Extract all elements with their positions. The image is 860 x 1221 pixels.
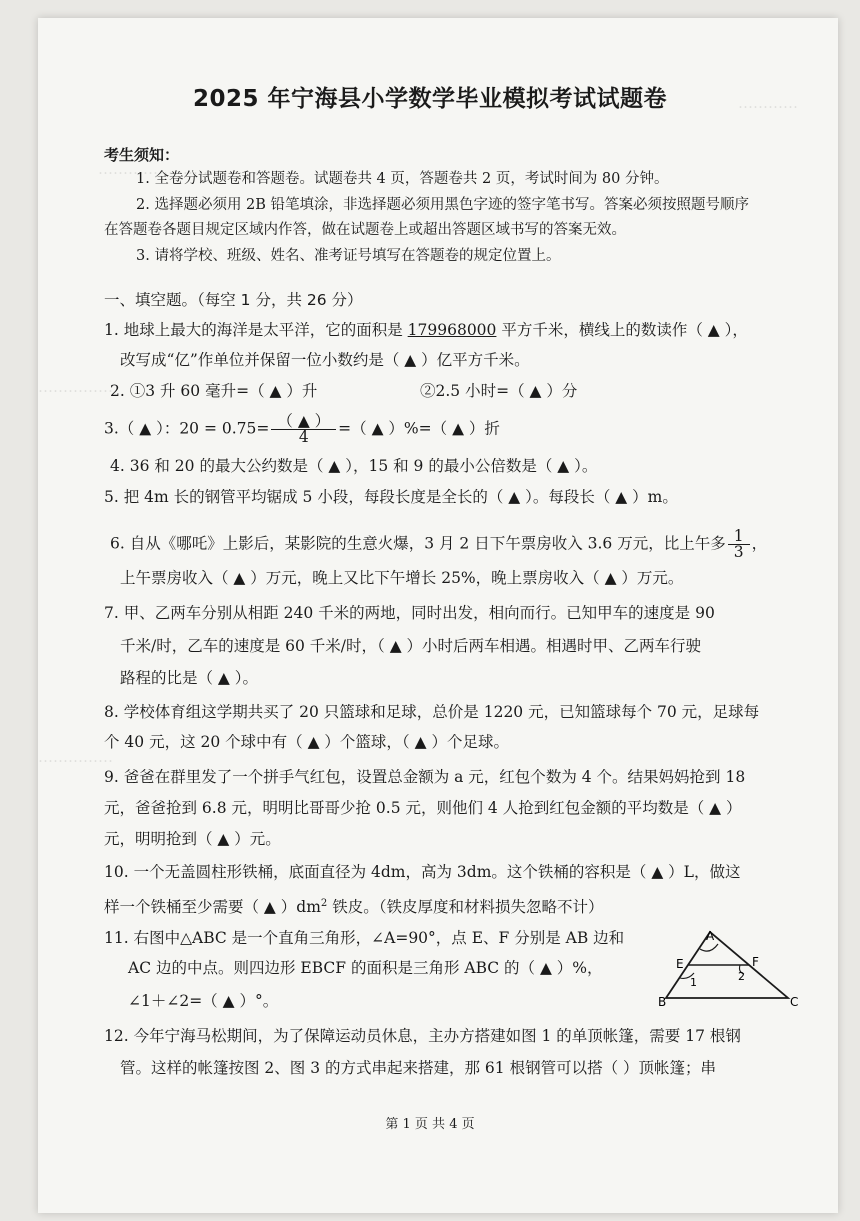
label-E: E	[676, 957, 684, 971]
question-6	[110, 529, 767, 560]
label-C: C	[790, 995, 799, 1009]
q6-frac-num: 1	[728, 529, 750, 545]
notice-item-1: 1. 全卷分试题卷和答题卷。试题卷共 4 页，答题卷共 2 页，考试时间为 80 分钟。	[136, 171, 669, 187]
question-1	[104, 320, 748, 340]
question-7-line1: 7. 甲、乙两车分别从相距 240 千米的两地，同时出发，相向而行。已知甲车的速度是 90	[104, 604, 715, 622]
triangle-figure	[652, 922, 802, 1010]
q10-text-a: 样一个铁桶至少需要（ ▲ ）dm	[104, 898, 321, 917]
notice-item-2-cont: 在答题卷各题目规定区域内作答，做在试题卷上或超出答题区域书写的答案无效。	[104, 222, 626, 238]
question-4: 4. 36 和 20 的最大公约数是（ ▲ ），15 和 9 的最小公倍数是（ ▲ ）。	[110, 457, 598, 475]
bleed-through-text: …………	[738, 94, 798, 112]
q3-frac-den: 4	[298, 428, 309, 446]
label-B: B	[658, 995, 667, 1009]
q3-text-a: 3.（ ▲ ）：20 = 0.75=	[104, 419, 270, 438]
page-footer: 第 1 页 共 4 页	[385, 1117, 475, 1132]
q10-superscript: 2	[320, 898, 328, 909]
question-9-line2: 元，爸爸抢到 6.8 元，明明比哥哥少抢 0.5 元，则他们 4 人抢到红包金额的平均数是（ ▲ ）	[104, 799, 742, 817]
q6-fraction	[728, 529, 750, 560]
q1-text-b: 平方千米，横线上的数读作（ ▲ ），	[496, 321, 748, 339]
q3-fraction	[271, 414, 336, 445]
q6-frac-den: 3	[733, 543, 744, 561]
question-8-line1: 8. 学校体育组这学期共买了 20 只篮球和足球，总价是 1220 元，已知篮球每个 70 元，足球每	[104, 703, 760, 721]
notice-heading: 考生须知：	[104, 146, 180, 164]
angle-1-label: 1	[690, 976, 697, 989]
label-F: F	[752, 955, 759, 969]
label-A: A	[706, 929, 715, 943]
angle-2-label: 2	[738, 970, 745, 983]
question-11-line2: AC 边的中点。则四边形 EBCF 的面积是三角形 ABC 的（ ▲ ）%，	[128, 959, 603, 977]
question-1-line2: 改写成“亿”作单位并保留一位小数约是（ ▲ ）亿平方千米。	[120, 351, 530, 369]
question-2b: ②2.5 小时=（ ▲ ）分	[420, 382, 578, 400]
question-12-line1: 12. 今年宁海马松期间，为了保障运动员休息，主办方搭建如图 1 的单顶帐篷，需要 17 根钢	[104, 1027, 741, 1045]
question-7-line2: 千米/时，乙车的速度是 60 千米/时，（ ▲ ）小时后两车相遇。相遇时甲、乙两车行驶	[120, 637, 702, 655]
question-10-line1: 10. 一个无盖圆柱形铁桶，底面直径为 4dm，高为 3dm。这个铁桶的容积是（ ▲ ）L，做这	[104, 863, 741, 881]
section-heading: 一、填空题。（每空 1 分，共 26 分）	[104, 291, 363, 309]
bleed-through-text: ……………	[38, 748, 113, 766]
question-8-line2: 个 40 元，这 20 个球中有（ ▲ ）个篮球，（ ▲ ）个足球。	[104, 733, 509, 751]
question-7-line3: 路程的比是（ ▲ ）。	[120, 669, 259, 687]
question-12-line2: 管。这样的帐篷按图 2、图 3 的方式串起来搭建，那 61 根钢管可以搭（ ）顶帐篷；串	[120, 1059, 717, 1077]
q6-text-a: 6. 自从《哪吒》上影后，某影院的生意火爆，3 月 2 日下午票房收入 3.6 万元，比上午多	[110, 534, 726, 553]
exam-title: 2025 年宁海县小学数学毕业模拟考试试题卷	[192, 86, 668, 112]
q3-text-b: =（ ▲ ）%=（ ▲ ）折	[338, 419, 500, 438]
question-2a: 2. ①3 升 60 毫升=（ ▲ ）升	[110, 382, 318, 400]
q1-text-a: 1. 地球上最大的海洋是太平洋，它的面积是	[104, 321, 408, 339]
bleed-through-text: ……………	[38, 378, 113, 396]
notice-item-2: 2. 选择题必须用 2B 铅笔填涂，非选择题必须用黑色字迹的签字笔书写。答案必须按照题号顺序	[136, 197, 750, 213]
question-9-line3: 元，明明抢到（ ▲ ）元。	[104, 830, 281, 848]
question-5: 5. 把 4m 长的钢管平均锯成 5 小段，每段长度是全长的（ ▲ ）。每段长（ ▲ ）m。	[104, 488, 678, 506]
bleed-through-text: ……………………………	[98, 160, 263, 178]
question-10-line2	[104, 894, 603, 917]
question-6-line2: 上午票房收入（ ▲ ）万元，晚上又比下午增长 25%，晚上票房收入（ ▲ ）万元。	[120, 569, 684, 587]
q1-number: 179968000	[407, 321, 497, 339]
q6-text-b: ，	[751, 534, 768, 553]
q3-frac-num: （ ▲ ）	[271, 414, 336, 430]
question-9-line1: 9. 爸爸在群里发了一个拼手气红包，设置总金额为 a 元，红包个数为 4 个。结果妈妈抢到 18	[104, 768, 746, 786]
notice-item-3: 3. 请将学校、班级、姓名、准考证号填写在答题卷的规定位置上。	[136, 248, 561, 264]
q10-text-b: 铁皮。（铁皮厚度和材料损失忽略不计）	[327, 898, 604, 917]
question-11-line3: ∠1＋∠2=（ ▲ ）°。	[128, 992, 279, 1010]
question-3	[104, 414, 500, 445]
question-11-line1: 11. 右图中△ABC 是一个直角三角形，∠A=90°，点 E、F 分别是 AB 边和	[104, 929, 625, 947]
